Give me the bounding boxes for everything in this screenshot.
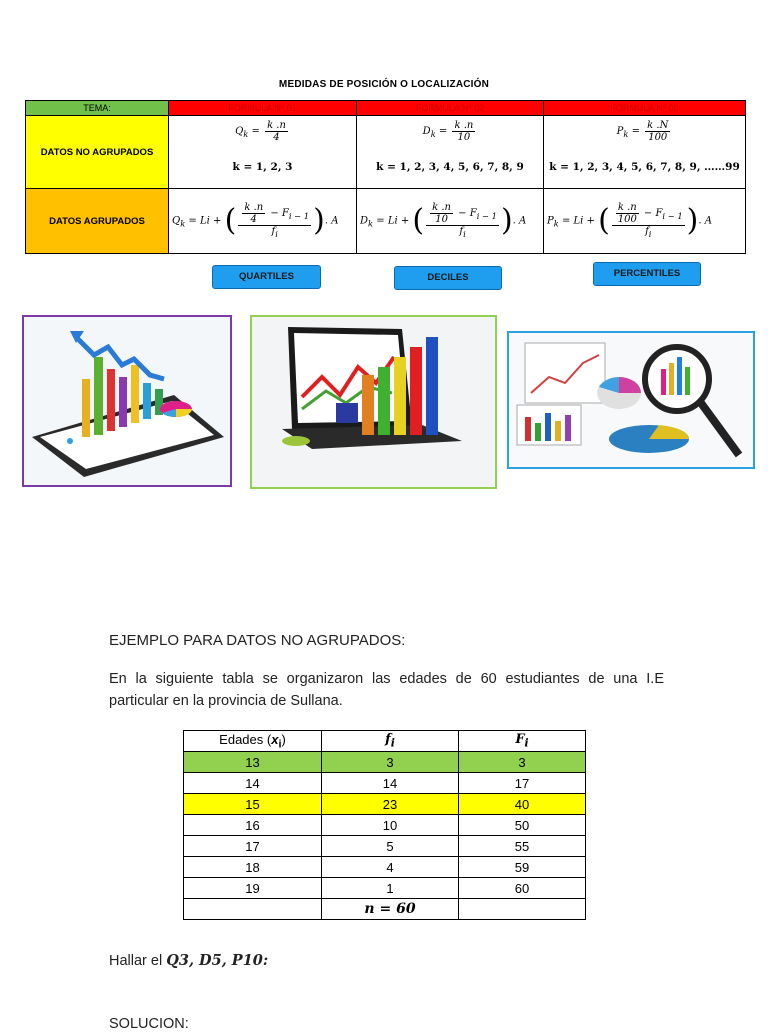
quartile-formula-ungrouped: $Q_k$ = $\frac{k .n}{4}$ k = 1, 2, 3 <box>169 116 357 189</box>
example-paragraph: En la siguiente tabla se organizaron las edades de 60 estudiantes de una I.E particular en la provincia de Sullana. <box>109 671 664 709</box>
quartiles-button[interactable]: QUARTILES <box>212 265 321 289</box>
formula-table <box>25 100 746 254</box>
table-cell: 13 <box>184 752 322 773</box>
table-cell: 14 <box>322 773 459 794</box>
total-n: n = 60 <box>322 899 459 920</box>
table-cell <box>184 899 322 920</box>
table-row <box>184 773 586 794</box>
tablet-chart-image <box>22 315 232 487</box>
col-header-edades: Edades $(x_i)$ <box>184 731 322 752</box>
table-cell: 1 <box>322 878 459 899</box>
label-datos-agrupados: DATOS AGRUPADOS <box>26 189 169 254</box>
table-cell: 17 <box>184 836 322 857</box>
table-cell: 60 <box>459 878 586 899</box>
table-cell: 18 <box>184 857 322 878</box>
table-cell: 59 <box>459 857 586 878</box>
label-datos-no-agrupados: DATOS NO AGRUPADOS <box>26 116 169 189</box>
table-cell: 4 <box>322 857 459 878</box>
col-header-fi: $f_i$ <box>322 731 459 752</box>
magnifier-chart-illustration <box>509 333 753 467</box>
header-formula-3: FORMULA Nº 03 <box>544 101 746 116</box>
table-row <box>184 878 586 899</box>
table-cell: 19 <box>184 878 322 899</box>
ages-table <box>183 730 586 920</box>
table-row <box>184 836 586 857</box>
header-formula-2: FORMULA Nº 02 <box>357 101 544 116</box>
table-row <box>184 752 586 773</box>
header-formula-1: FORMULA Nº 01 <box>169 101 357 116</box>
laptop-chart-illustration <box>252 317 495 487</box>
table-cell: 16 <box>184 815 322 836</box>
solucion-heading: SOLUCION: <box>109 1016 189 1032</box>
quartile-k-values: k = 1, 2, 3 <box>232 161 293 173</box>
table-cell: 3 <box>322 752 459 773</box>
table-total-row <box>184 899 586 920</box>
table-cell: 55 <box>459 836 586 857</box>
header-tema: TEMA: <box>26 101 169 116</box>
decile-formula-ungrouped: $D_k$ = $\frac{k .n}{10}$ k = 1, 2, 3, 4, 5, 6, 7, 8, 9 <box>357 116 544 189</box>
table-cell: 23 <box>322 794 459 815</box>
col-header-Fi: $F_i$ <box>459 731 586 752</box>
document-title: MEDIDAS DE POSICIÓN O LOCALIZACIÓN <box>278 79 490 90</box>
deciles-button[interactable]: DECILES <box>394 266 502 290</box>
percentiles-button[interactable]: PERCENTILES <box>593 262 701 286</box>
percentile-formula-ungrouped: $P_k$ = $\frac{k .N}{100}$ k = 1, 2, 3, 4, 5, 6, 7, 8, 9, ……99 <box>544 116 746 189</box>
table-cell: 10 <box>322 815 459 836</box>
table-cell: 5 <box>322 836 459 857</box>
example-heading: EJEMPLO PARA DATOS NO AGRUPADOS: <box>109 632 406 649</box>
tablet-chart-illustration <box>24 317 230 485</box>
table-cell: 14 <box>184 773 322 794</box>
decile-k-values: k = 1, 2, 3, 4, 5, 6, 7, 8, 9 <box>376 161 524 173</box>
laptop-chart-image <box>250 315 497 489</box>
quartile-formula-grouped: $Q_k = Li$ + ( $\frac{k .n}{4}$ − $F_{i - 1}$ $f_i$ ). A <box>169 189 357 254</box>
table-cell: 3 <box>459 752 586 773</box>
table-row <box>184 857 586 878</box>
table-cell: 17 <box>459 773 586 794</box>
percentile-formula-grouped: $P_k = Li$ + ( $\frac{k .n}{100}$ − $F_{i - 1}$ $f_i$ ). A <box>544 189 746 254</box>
magnifier-chart-image <box>507 331 755 469</box>
table-cell: 50 <box>459 815 586 836</box>
table-cell: 40 <box>459 794 586 815</box>
table-row <box>184 794 586 815</box>
table-cell: 15 <box>184 794 322 815</box>
table-cell <box>459 899 586 920</box>
table-row <box>184 815 586 836</box>
hallar-instruction: Hallar el Q3, D5, P10: <box>109 952 269 969</box>
percentile-k-values: k = 1, 2, 3, 4, 5, 6, 7, 8, 9, ……99 <box>549 161 740 173</box>
decile-formula-grouped: $D_k = Li$ + ( $\frac{k .n}{10}$ − $F_{i - 1}$ $f_i$ ). A <box>357 189 544 254</box>
